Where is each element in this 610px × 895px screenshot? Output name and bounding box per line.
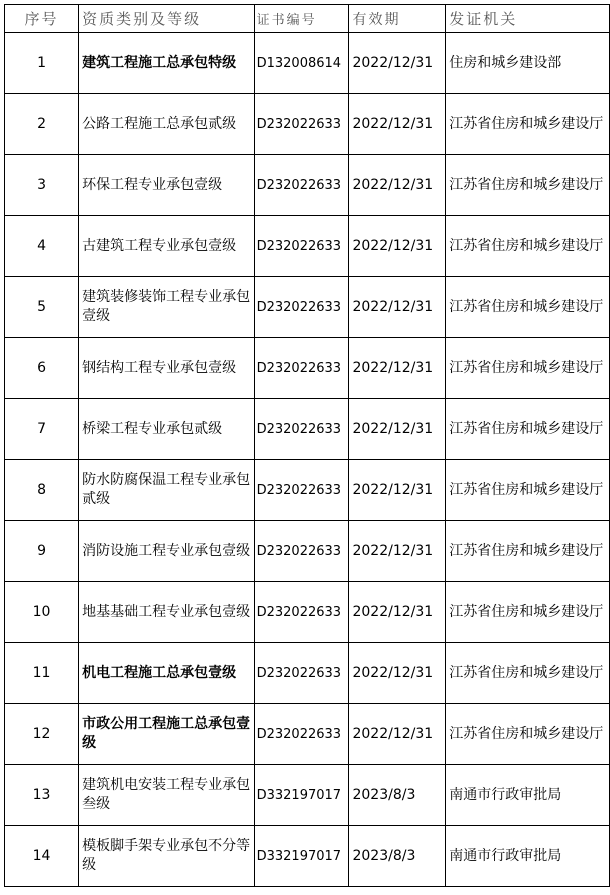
cell-issuer: 江苏省住房和城乡建设厅	[446, 216, 610, 277]
table-body	[5, 33, 610, 887]
cell-issuer: 江苏省住房和城乡建设厅	[446, 643, 610, 704]
cell-qualification: 地基基础工程专业承包壹级	[79, 582, 255, 643]
cell-no: 1	[5, 33, 79, 94]
header-valid-until: 有效期	[349, 5, 446, 33]
cell-no: 7	[5, 399, 79, 460]
table-row	[5, 765, 610, 826]
cell-issuer: 南通市行政审批局	[446, 826, 610, 887]
table-row	[5, 277, 610, 338]
cell-qualification: 防水防腐保温工程专业承包 贰级	[79, 460, 255, 521]
cell-no: 3	[5, 155, 79, 216]
cell-no: 10	[5, 582, 79, 643]
table-row	[5, 582, 610, 643]
cell-no: 14	[5, 826, 79, 887]
cell-no: 6	[5, 338, 79, 399]
cell-no: 5	[5, 277, 79, 338]
cell-qualification: 市政公用工程施工总承包壹级	[79, 704, 255, 765]
cell-qualification: 建筑装修装饰工程专业承包 壹级	[79, 277, 255, 338]
table-row	[5, 155, 610, 216]
table-row	[5, 216, 610, 277]
cell-issuer: 江苏省住房和城乡建设厅	[446, 460, 610, 521]
cell-qualification: 环保工程专业承包壹级	[79, 155, 255, 216]
cell-cert-no: D332197017	[254, 765, 349, 826]
cell-cert-no: D232022633	[254, 399, 349, 460]
header-cert-no: 证书编号	[254, 5, 349, 33]
cell-issuer: 住房和城乡建设部	[446, 33, 610, 94]
header-no: 序号	[5, 5, 79, 33]
cell-cert-no: D232022633	[254, 277, 349, 338]
table-row	[5, 521, 610, 582]
cell-no: 11	[5, 643, 79, 704]
cell-cert-no: D232022633	[254, 460, 349, 521]
table-row	[5, 826, 610, 887]
cell-no: 2	[5, 94, 79, 155]
qualification-table-container	[4, 4, 610, 887]
cell-issuer: 南通市行政审批局	[446, 765, 610, 826]
cell-no: 8	[5, 460, 79, 521]
cell-cert-no: D232022633	[254, 521, 349, 582]
cell-valid-until: 2022/12/31	[349, 277, 446, 338]
cell-valid-until: 2022/12/31	[349, 33, 446, 94]
header-row	[5, 5, 610, 33]
cell-issuer: 江苏省住房和城乡建设厅	[446, 277, 610, 338]
cell-qualification: 消防设施工程专业承包壹级	[79, 521, 255, 582]
cell-valid-until: 2022/12/31	[349, 399, 446, 460]
cell-no: 9	[5, 521, 79, 582]
cell-valid-until: 2023/8/3	[349, 826, 446, 887]
cell-issuer: 江苏省住房和城乡建设厅	[446, 704, 610, 765]
qualification-table	[4, 4, 610, 887]
cell-qualification: 桥梁工程专业承包贰级	[79, 399, 255, 460]
table-row	[5, 399, 610, 460]
cell-qualification: 建筑工程施工总承包特级	[79, 33, 255, 94]
cell-valid-until: 2022/12/31	[349, 94, 446, 155]
cell-valid-until: 2022/12/31	[349, 521, 446, 582]
table-row	[5, 338, 610, 399]
cell-qualification: 钢结构工程专业承包壹级	[79, 338, 255, 399]
cell-issuer: 江苏省住房和城乡建设厅	[446, 582, 610, 643]
cell-no: 12	[5, 704, 79, 765]
cell-no: 4	[5, 216, 79, 277]
cell-issuer: 江苏省住房和城乡建设厅	[446, 521, 610, 582]
cell-issuer: 江苏省住房和城乡建设厅	[446, 338, 610, 399]
table-row	[5, 704, 610, 765]
table-row	[5, 460, 610, 521]
cell-cert-no: D232022633	[254, 643, 349, 704]
cell-valid-until: 2022/12/31	[349, 704, 446, 765]
cell-cert-no: D232022633	[254, 216, 349, 277]
cell-qualification: 古建筑工程专业承包壹级	[79, 216, 255, 277]
cell-qualification: 公路工程施工总承包贰级	[79, 94, 255, 155]
cell-valid-until: 2022/12/31	[349, 643, 446, 704]
cell-qualification: 机电工程施工总承包壹级	[79, 643, 255, 704]
table-row	[5, 33, 610, 94]
cell-valid-until: 2022/12/31	[349, 338, 446, 399]
cell-valid-until: 2023/8/3	[349, 765, 446, 826]
table-row	[5, 94, 610, 155]
cell-cert-no: D232022633	[254, 155, 349, 216]
cell-issuer: 江苏省住房和城乡建设厅	[446, 399, 610, 460]
header-qualification: 资质类别及等级	[79, 5, 255, 33]
cell-issuer: 江苏省住房和城乡建设厅	[446, 94, 610, 155]
cell-issuer: 江苏省住房和城乡建设厅	[446, 155, 610, 216]
cell-valid-until: 2022/12/31	[349, 216, 446, 277]
cell-valid-until: 2022/12/31	[349, 582, 446, 643]
cell-cert-no: D132008614	[254, 33, 349, 94]
header-issuer: 发证机关	[446, 5, 610, 33]
cell-cert-no: D232022633	[254, 94, 349, 155]
cell-valid-until: 2022/12/31	[349, 460, 446, 521]
cell-cert-no: D332197017	[254, 826, 349, 887]
cell-no: 13	[5, 765, 79, 826]
cell-qualification: 模板脚手架专业承包不分等级	[79, 826, 255, 887]
cell-cert-no: D232022633	[254, 704, 349, 765]
cell-cert-no: D232022633	[254, 582, 349, 643]
cell-qualification: 建筑机电安装工程专业承包 叁级	[79, 765, 255, 826]
cell-valid-until: 2022/12/31	[349, 155, 446, 216]
cell-cert-no: D232022633	[254, 338, 349, 399]
table-row	[5, 643, 610, 704]
